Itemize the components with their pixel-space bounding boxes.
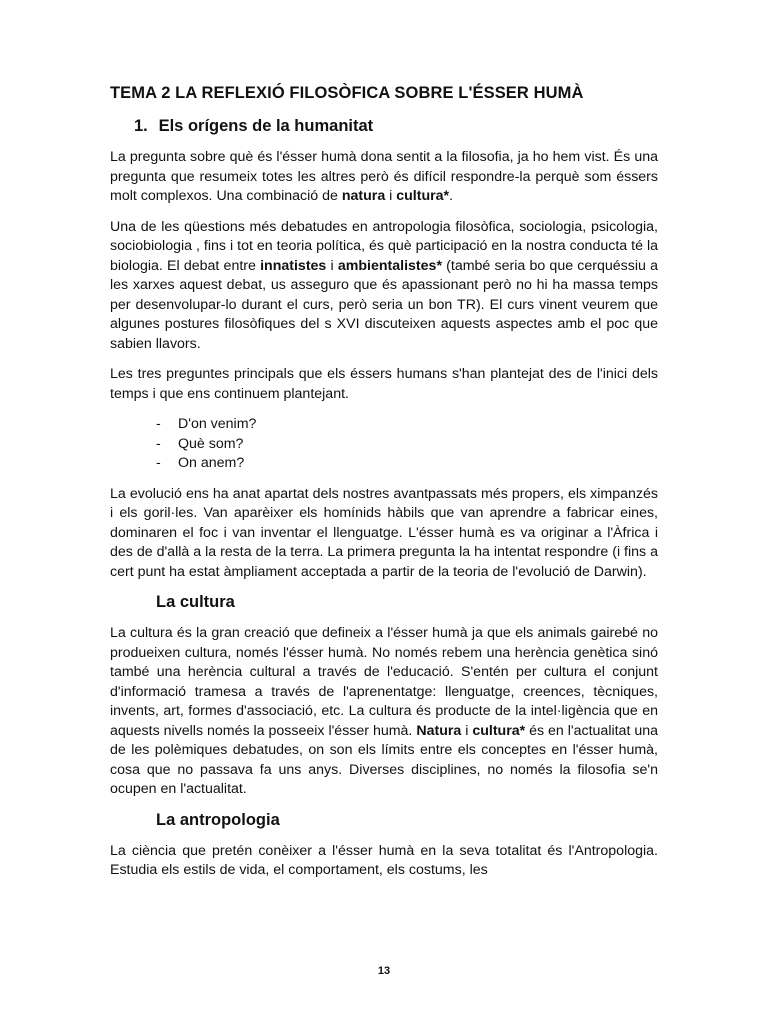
bold-term-innatistes: innatistes <box>260 257 327 274</box>
paragraph-text: (també seria bo que cerquéssiu a les xarxes aquest debat, us asseguro que és apassionant però no hi ha massa temps per desenvolupar-lo durant el curs, però seria un bon TR). El curs vinent veurem que algunes postures filosòfiques del s XVI discuteixen aquests aspectes amb el poc que sabien llavors. <box>110 257 658 352</box>
section-heading-culture: La cultura <box>156 593 235 611</box>
paragraph-text: Una de les qüestions més debatudes en antropologia filosòfica, sociologia, psicologia, sociobiologia , fins i tot en teoria política, és què participació en la nostra conducta té la biologia. El debat entre <box>110 218 658 274</box>
bold-term-cultura: cultura* <box>396 188 450 204</box>
bold-term-natura: natura <box>341 188 386 204</box>
bold-term-natura: Natura <box>416 722 462 739</box>
paragraph-debate <box>110 218 658 355</box>
paragraph-text: La cultura és la gran creació que defineix a l'ésser humà ja que els animals gairebé no produeixen cultura, només l'ésser humà. No només rebem una herència genètica sinó també una herència cultural a través de l'educació. S'entén per cultura el conjunt d'informació tramesa a través de l'aprenentatge: llenguatge, creences, tècniques, invents, art, formes d'associació, etc. La cultura és producte de la intel·ligència que en aquests nivells només la posseeix l'ésser humà. <box>110 625 658 739</box>
list-item: - Què som? <box>156 435 658 455</box>
paragraph-text: i <box>385 188 397 204</box>
section-heading-text: Els orígens de la humanitat <box>158 117 374 135</box>
questions-list <box>110 415 658 474</box>
section-number: 1. <box>134 117 148 135</box>
document-page <box>110 84 658 892</box>
paragraph-evolution: La evolució ens ha anat apartat dels nostres avantpassats més propers, els ximpanzés i els goril·les. Van aparèixer els homínids hàbils que van aprendre a fabricar eines, dominaren el foc i van inventar el llenguatge. L'ésser humà es va originar a l'Àfrica i des de d'allà a la resta de la terra. La primera pregunta la ha intentat respondre (i fins a cert punt ha estat àmpliament acceptada a partir de la teoria de l'evolució de Darwin). <box>110 485 658 580</box>
list-item: - D'on venim? <box>156 415 658 435</box>
section-heading-anthropology: La antropologia <box>156 810 280 829</box>
paragraph-anthropology: La ciència que pretén conèixer a l'ésser humà en la seva totalitat és l'Antropologia. Estudia els estils de vida, el comportament, els costums, les <box>110 842 658 878</box>
section-heading-origins <box>110 117 658 136</box>
paragraph-question-of-human <box>110 148 658 207</box>
paragraph-culture <box>110 624 658 800</box>
document-title: TEMA 2 LA REFLEXIÓ FILOSÒFICA SOBRE L'ÉSSER HUMÀ <box>110 84 584 102</box>
paragraph-text: . <box>449 188 454 204</box>
paragraph-three-questions: Les tres preguntes principals que els éssers humans s'han plantejat des de l'inici dels temps i que ens continuem plantejant. <box>110 366 658 402</box>
paragraph-text: i <box>461 722 473 739</box>
paragraph-text: i <box>326 257 338 274</box>
list-item: - On anem? <box>156 454 658 474</box>
bold-term-cultura: cultura* <box>472 722 526 739</box>
bold-term-ambientalistes: ambientalistes* <box>337 257 442 274</box>
page-number: 13 <box>377 965 391 977</box>
paragraph-text: és en l'actualitat una de les polèmiques debatudes, on son els límits entre els conceptes en l'ésser humà, cosa que no passava fa uns anys. Diverses disciplines, no només la filosofia se'n ocupen en l'actualitat. <box>110 722 659 797</box>
paragraph-text: La pregunta sobre què és l'ésser humà dona sentit a la filosofia, ja ho hem vist. És una pregunta que resumeix totes les altres però és difícil respondre-la perquè som éssers molt complexos. Una combinació de <box>110 149 658 204</box>
